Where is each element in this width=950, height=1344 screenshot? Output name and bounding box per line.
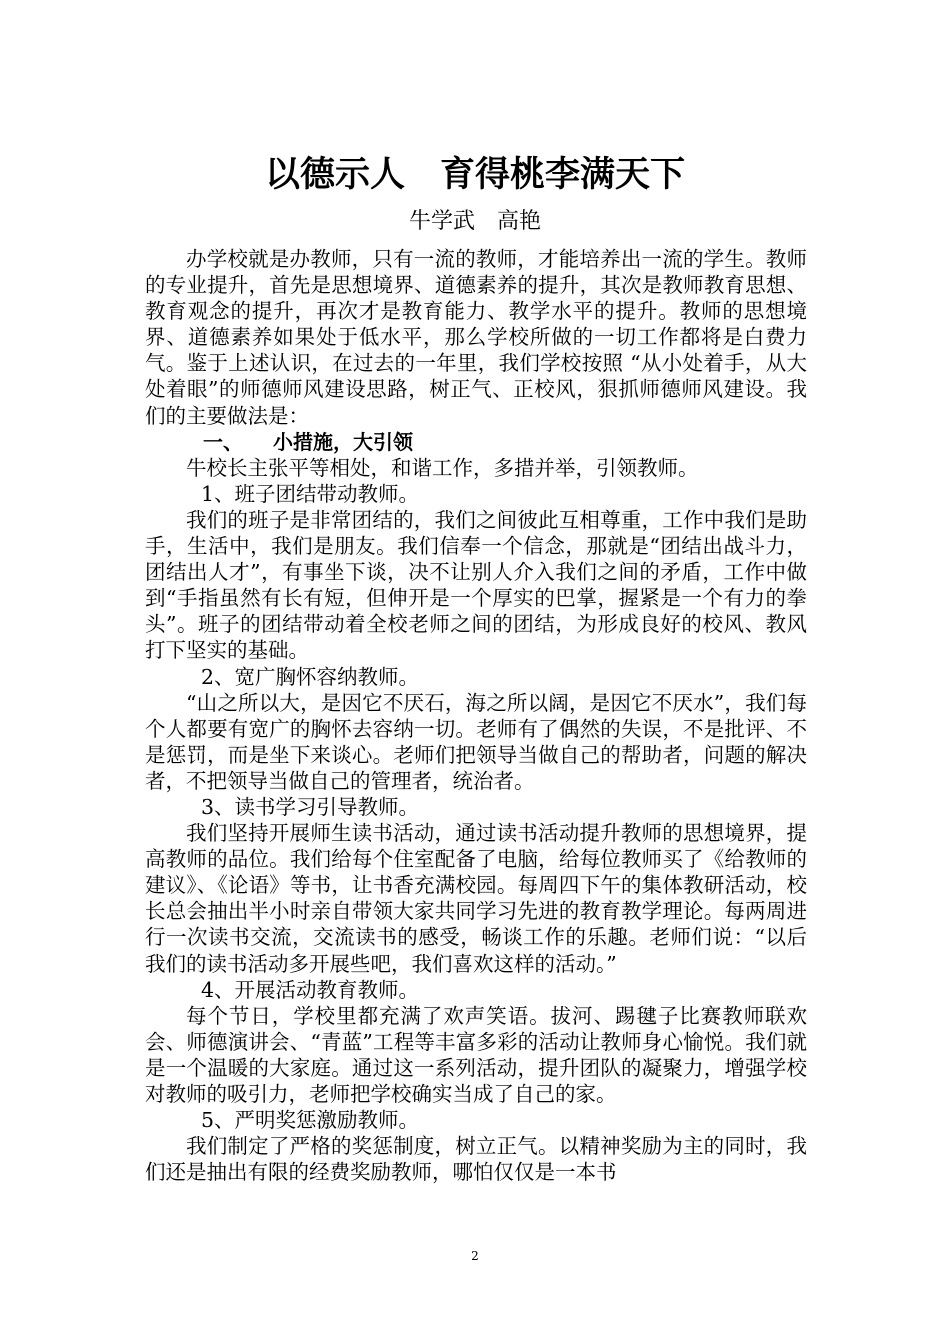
item-paragraph: 每个节日，学校里都充满了欢声笑语。拔河、踢毽子比赛教师联欢会、师德演讲会、“青蓝”工程等丰富多彩的活动让教师身心愉悦。我们就是一个温暖的大家庭。通过这一系列活动，提升团队的凝聚力，增强学校对教师的吸引力，老师把学校确实当成了自己的家。 — [145, 1003, 807, 1106]
document-body — [145, 246, 807, 1185]
item-heading: 5、严明奖惩激励教师。 — [201, 1108, 420, 1133]
page-number: 2 — [471, 1249, 479, 1263]
section-heading: 一、 小措施，大引领 — [203, 429, 413, 454]
item-paragraph: 我们的班子是非常团结的，我们之间彼此互相尊重，工作中我们是助手，生活中，我们是朋友。我们信奉一个信念，那就是“团结出战斗力，团结出人才”，有事坐下谈，决不让别人介入我们之间的矛盾，工作中做到“手指虽然有长有短，但伸开是一个厚实的巴掌，握紧是一个有力的拳头”。班子的团结带动着全校老师之间的团结，为形成良好的校风、教风打下坚实的基础。 — [145, 507, 807, 663]
item-paragraph: 我们制定了严格的奖惩制度，树立正气。以精神奖励为主的同时，我们还是抽出有限的经费奖励教师，哪怕仅仅是一本书 — [145, 1134, 807, 1185]
item-heading: 4、开展活动教育教师。 — [201, 977, 420, 1002]
section-intro-paragraph: 牛校长主张平等相处，和谐工作，多措并举，引领教师。 — [186, 455, 699, 480]
intro-paragraph: 办学校就是办教师，只有一流的教师，才能培养出一流的学生。教师的专业提升，首先是思想境界、道德素养的提升，其次是教师教育思想、教育观念的提升，再次才是教育能力、教学水平的提升。教师的思想境界、道德素养如果处于低水平，那么学校所做的一切工作都将是白费力气。鉴于上述认识，在过去的一年里，我们学校按照 “从小处着手，从大处着眼”的师德师风建设思路，树正气、正校风，狠抓师德师风建设。我们的主要做法是： — [145, 247, 807, 428]
document-authors: 牛学武 高艳 — [408, 209, 541, 234]
item-heading: 3、读书学习引导教师。 — [201, 794, 420, 819]
item-heading: 2、宽广胸怀容纳教师。 — [201, 664, 420, 689]
document-title: 以德示人 育得桃李满天下 — [264, 155, 685, 195]
item-paragraph: 我们坚持开展师生读书活动，通过读书活动提升教师的思想境界，提高教师的品位。我们给每个住室配备了电脑，给每位教师买了《给教师的建议》、《论语》等书，让书香充满校园。每周四下午的集体教研活动，校长总会抽出半小时亲自带领大家共同学习先进的教育教学理论。每两周进行一次读书交流，交流读书的感受，畅谈工作的乐趣。老师们说：“以后我们的读书活动多开展些吧，我们喜欢这样的活动。” — [145, 821, 807, 976]
item-paragraph: “山之所以大，是因它不厌石，海之所以阔，是因它不厌水”，我们每个人都要有宽广的胸怀去容纳一切。老师有了偶然的失误，不是批评、不是惩罚，而是坐下来谈心。老师们把领导当做自己的帮助者，问题的解决者，不把领导当做自己的管理者，统治者。 — [145, 690, 807, 793]
item-heading: 1、班子团结带动教师。 — [201, 481, 420, 506]
